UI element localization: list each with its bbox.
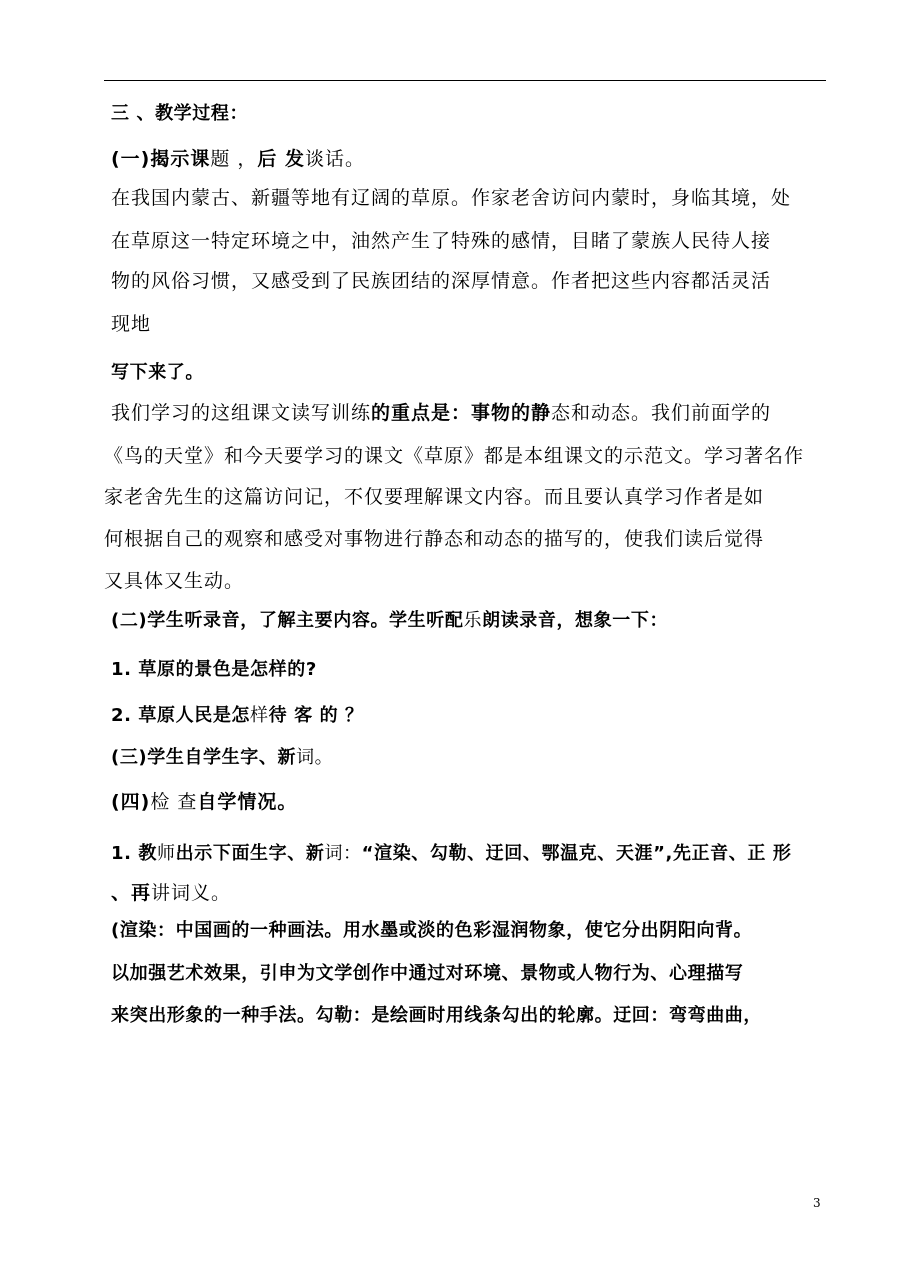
paragraph-2-line: 《鸟的天堂》和今天要学习的课文《草原》都是本组课文的示范文。学习著名作 bbox=[104, 445, 805, 467]
paragraph-2-part: 家老舍先生的 bbox=[104, 486, 225, 508]
paragraph-2-part: 要理解课文内容。而且要认真学习作者是如 bbox=[384, 486, 765, 508]
section-1-title-part: (一)揭示课 bbox=[111, 148, 211, 170]
section-1-title-part: 题 ， bbox=[210, 148, 258, 170]
paragraph-1-line: 在我国内蒙古、新疆等地有辽阔的草原。作家老舍访问内蒙时，身临其境，处 bbox=[111, 187, 792, 209]
section-1-title-part: 后 发 bbox=[257, 148, 306, 170]
section-1-title bbox=[111, 146, 365, 172]
paragraph-1-ending: 写下来了。 bbox=[111, 362, 204, 383]
paragraph-2-line: 又具体又生动。 bbox=[104, 570, 245, 592]
item-1-line bbox=[111, 880, 231, 906]
section-heading: 三 、教学过程： bbox=[111, 103, 249, 124]
paragraph-2-part: 进行静态和动态 bbox=[384, 528, 525, 550]
paragraph-2-part: 态和动态。我们前面学的 bbox=[551, 402, 772, 424]
section-2-title-part: (二)学生听录音，了解主要内容。学生听配 bbox=[111, 610, 464, 631]
gloss-line: 来突出形象的一种手法。勾勒：是绘画时用线条勾出的轮廓。迂回：弯弯曲曲， bbox=[111, 1005, 762, 1026]
paragraph-2-line bbox=[104, 484, 764, 510]
paragraph-2-part: 的重点是：事物的静 bbox=[371, 402, 552, 424]
paragraph-2-line bbox=[104, 526, 764, 552]
section-4-title-part: 检 查 bbox=[150, 791, 198, 813]
gloss-line: 以加强艺术效果，引申为文学创作中通过对环境、景物或人物行为、心理描写 bbox=[111, 963, 744, 984]
section-3-title-part: 词。 bbox=[296, 747, 334, 768]
item-1-part: 1. 教 bbox=[111, 843, 158, 864]
paragraph-2-part: 们读后觉得 bbox=[664, 528, 765, 550]
question-2-part: 2. 草原人民是怎 bbox=[111, 705, 251, 726]
question-2-part: 待 客 的 ？ bbox=[268, 705, 364, 726]
paragraph-2-part: 何根据自己的观察和感受对事物 bbox=[104, 528, 385, 550]
item-1-part: 出示下面生字、新 bbox=[175, 843, 325, 864]
paragraph-2-part: 这篇访问记，不仅 bbox=[224, 486, 385, 508]
item-1-line bbox=[111, 841, 791, 867]
section-4-title-part: (四) bbox=[111, 791, 151, 813]
gloss-line: (渲染：中国画的一种画法。用水墨或淡的色彩湿润物象，使它分出阴阳向背。 bbox=[111, 920, 753, 941]
paragraph-2-line bbox=[111, 400, 771, 426]
question-1: 1. 草原的景色是怎样的? bbox=[111, 659, 317, 680]
question-2-part: 样 bbox=[250, 705, 269, 726]
paragraph-1-line: 物的风俗习惯，又感受到了民族团结的深厚情意。作者把这些内容都活灵活 bbox=[111, 270, 772, 292]
paragraph-1-line: 在草原这一特定环境之中，油然产生了特殊的感情，目睹了蒙族人民待人接 bbox=[111, 230, 772, 252]
section-2-title-part: 朗读录音，想象一下： bbox=[482, 610, 669, 631]
item-1-part: 词： bbox=[324, 843, 362, 864]
paragraph-2-part: 我们学习的这组课文读写训练 bbox=[111, 402, 372, 424]
paragraph-1-line: 现地 bbox=[111, 313, 152, 335]
item-1-part: 、再 bbox=[111, 882, 152, 904]
page-number: 3 bbox=[813, 1196, 821, 1210]
section-3-title-part: (三)学生自学生字、新 bbox=[111, 747, 297, 768]
section-4-title-part: 自学情况。 bbox=[197, 791, 298, 813]
question-2 bbox=[111, 703, 364, 729]
section-4-title bbox=[111, 789, 297, 815]
section-3-title bbox=[111, 745, 333, 771]
item-1-part: “渲染、勾勒、迂回、鄂温克、天涯”,先正音、正 形 bbox=[361, 843, 792, 864]
item-1-part: 讲词义。 bbox=[151, 882, 232, 904]
section-2-title bbox=[111, 608, 668, 634]
paragraph-2-part: 的描写的，使我 bbox=[524, 528, 665, 550]
section-1-title-part: 谈话。 bbox=[305, 148, 366, 170]
header-rule bbox=[104, 80, 826, 81]
item-1-part: 师 bbox=[157, 843, 176, 864]
section-2-title-part: 乐 bbox=[463, 610, 483, 631]
